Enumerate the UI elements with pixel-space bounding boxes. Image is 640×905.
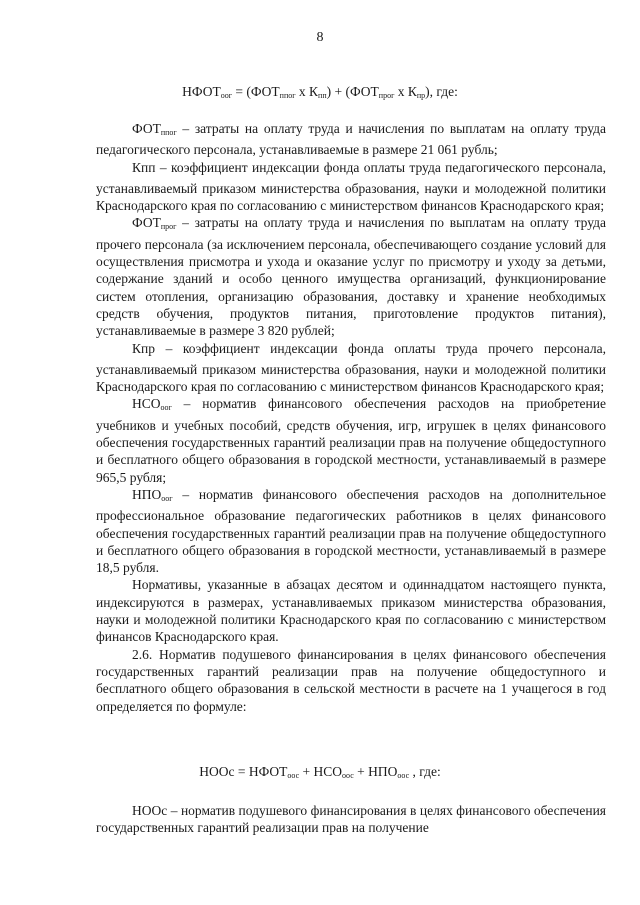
paragraph <box>96 802 606 837</box>
page-number: 8 <box>316 30 324 45</box>
body-text-block-1 <box>96 120 606 715</box>
formula-part: = (ФОТ <box>231 84 280 99</box>
definition: – норматив финансового обеспечения расходов на дополнительное профессиональное образование педагогических работников в целях финансового обеспечения государственных гарантий реализации прав на получение общедоступного и бесплатного общего образования в городской местности, устанавливаемый в размере 18,5 рубля. <box>96 486 606 576</box>
definition: – затраты на оплату труда и начисления по выплатам на оплату труда прочего персонала (за исключением персонала, обеспечивающего создание условий для осуществления присмотра и ухода и оказание услуг по присмотру и уходу за детьми, содержание зданий и особо ценного имущества организаций, функционирование систем отопления, организацию образования, доставку и хранение необходимых средств обучения, продуктов питания, приготовление продуктов питания), устанавливаемые в размере 3 820 рублей; <box>96 215 606 339</box>
definition: – коэффициент индексации фонда оплаты труда прочего персонала, устанавливаемый приказом министерства образования, науки и молодежной политики Краснодарского края по согласованию с министерством финансов Краснодарского края; <box>96 340 606 395</box>
formula-part: ), где: <box>425 84 458 99</box>
formula-subscript: пр <box>416 91 426 100</box>
term-subscript: прог <box>160 222 177 232</box>
formula-part: НООс = НФОТ <box>199 764 288 779</box>
formula-subscript: прог <box>378 91 395 100</box>
term: НООс <box>132 803 168 818</box>
formula-part: х К <box>295 84 319 99</box>
paragraph-text: 2.6. Норматив подушевого финансирования в целях финансового обеспечения государственных гарантий реализации прав на получение общедоступного и бесплатного общего образования в сельской местности в расчете на 1 учащегося в год определяется по формуле: <box>96 646 606 714</box>
formula-nfot-oog <box>0 84 640 100</box>
definition: – норматив подушевого финансирования в целях финансового обеспечения государственных гарантий реализации прав на получение <box>96 803 606 836</box>
formula-subscript: оос <box>397 771 410 780</box>
definition: – норматив финансового обеспечения расходов на приобретение учебников и учебных пособий, средств обучения, игр, игрушек в целях финансового обеспечения государственных гарантий реализации прав на получение общедоступного и бесплатного общего образования в городской местности, устанавливаемый в размере 965,5 рубля; <box>96 396 606 485</box>
paragraph <box>96 159 606 215</box>
definition: – коэффициент индексации фонда оплаты труда педагогического персонала, устанавливаемый приказом министерства образования, науки и молодежной политики Краснодарского края по согласованию с министерством финансов Краснодарского края; <box>96 159 606 214</box>
formula-subscript: оог <box>220 91 232 100</box>
formula-subscript: пп <box>318 91 327 100</box>
formula-subscript: оос <box>287 771 300 780</box>
formula-noos <box>0 764 640 780</box>
term: Кпп <box>132 159 156 175</box>
term-subscript: оог <box>160 403 172 413</box>
definition: – затраты на оплату труда и начисления по выплатам на оплату труда педагогического персонала, устанавливаемые в размере 21 061 рубль; <box>96 121 606 158</box>
term: ФОТ <box>132 215 161 231</box>
term: ФОТ <box>132 121 161 136</box>
paragraph <box>96 486 606 576</box>
term: НСО <box>132 396 161 412</box>
formula-part: ) + (ФОТ <box>326 84 379 99</box>
body-text-block-2 <box>96 802 606 837</box>
formula-part: НФОТ <box>182 84 221 99</box>
paragraph <box>96 576 606 645</box>
formula-part: + НПО <box>353 764 398 779</box>
formula-subscript: ппог <box>279 91 296 100</box>
formula-part: + НСО <box>299 764 343 779</box>
paragraph <box>96 395 606 485</box>
term: Кпр <box>132 340 155 356</box>
paragraph <box>96 214 606 339</box>
term-subscript: ппог <box>160 128 177 137</box>
formula-part: х К <box>394 84 417 99</box>
term: НПО <box>132 486 162 502</box>
formula-subscript: оос <box>342 771 354 780</box>
paragraph <box>96 340 606 396</box>
paragraph-text: Нормативы, указанные в абзацах десятом и одиннадцатом настоящего пункта, индексируются в размерах, устанавливаемых приказом министерства образования, науки и молодежной политики Краснодарского края по согласованию с министерством финансов Краснодарского края. <box>96 577 606 645</box>
term-subscript: оог <box>161 493 173 503</box>
paragraph <box>96 646 606 715</box>
formula-part: , где: <box>409 764 441 779</box>
paragraph <box>96 120 606 159</box>
